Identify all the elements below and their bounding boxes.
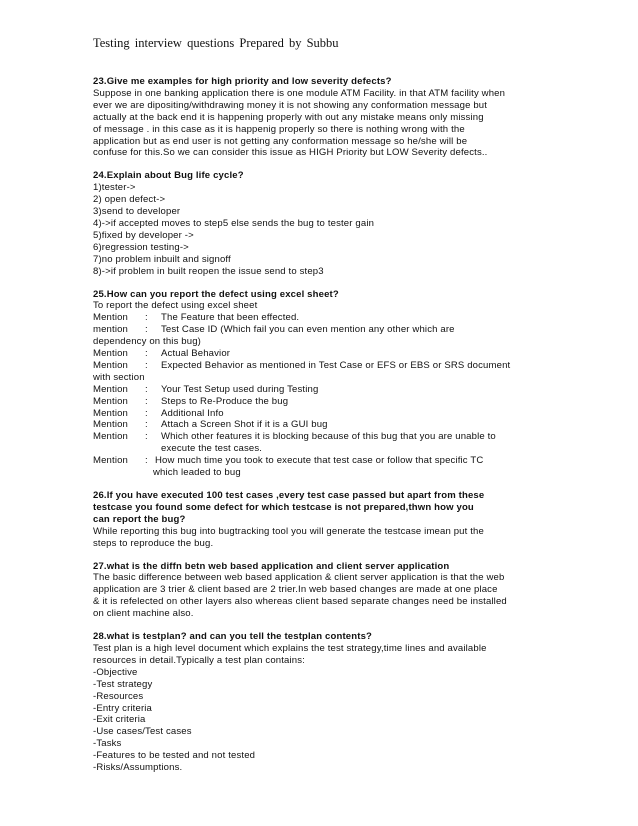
question-heading: 24.Explain about Bug life cycle?: [93, 170, 244, 182]
mention-label: mention: [93, 324, 129, 336]
page-header: Testing interview questions Prepared by Subbu: [93, 36, 339, 50]
mention-text: The Feature that been effected.: [161, 312, 300, 324]
section-q23: [93, 76, 553, 159]
mention-row: [93, 455, 553, 467]
list-item: 1)tester->: [93, 182, 136, 194]
mention-label: Mention: [93, 431, 129, 443]
list-item: -Tasks: [93, 738, 122, 750]
section-q24: [93, 170, 553, 277]
answer-line: While reporting this bug into bugtracking tool you will generate the testcase imean put the: [93, 525, 484, 537]
list-item: 7)no problem inbuilt and signoff: [93, 253, 231, 265]
mention-label: Mention: [93, 455, 129, 467]
section-q26: [93, 490, 553, 550]
answer-line: on client machine also.: [93, 608, 194, 620]
answer-line: actually at the back end it is happening properly with out any mistake means only missing: [93, 111, 484, 123]
list-item: 3)send to developer: [93, 206, 181, 218]
list-item: 6)regression testing->: [93, 241, 189, 253]
document-body: [93, 76, 553, 785]
mention-colon: :: [145, 431, 148, 443]
list-item: 4)->if accepted moves to step5 else sends the bug to tester gain: [93, 217, 375, 229]
question-heading-line: testcase you found some defect for which testcase is not prepared,thwn how you: [93, 501, 474, 513]
answer-line: Test plan is a high level document which explains the test strategy,time lines and available: [93, 642, 487, 654]
answer-line: Suppose in one banking application there is one module ATM Facility. in that ATM facility when: [93, 87, 506, 99]
answer-line: confuse for this.So we can consider this issue as HIGH Priority but LOW Severity defects..: [93, 147, 488, 159]
list-item: -Risks/Assumptions.: [93, 762, 183, 774]
answer-body: [93, 88, 553, 159]
answer-line: steps to reproduce the bug.: [93, 537, 214, 549]
mention-continuation: dependency on this bug): [93, 336, 202, 348]
mention-continuation: execute the test cases.: [161, 443, 263, 455]
question-heading: 28.what is testplan? and can you tell the testplan contents?: [93, 631, 373, 643]
mention-row: [93, 396, 553, 408]
list-item: 5)fixed by developer ->: [93, 229, 194, 241]
mention-label: Mention: [93, 359, 129, 371]
mention-text: Test Case ID (Which fail you can even mention any other which are: [161, 324, 455, 336]
answer-line: application but as end user is not getting any conformation message so he/she will be: [93, 135, 468, 147]
mention-row: [93, 348, 553, 360]
section-q27: [93, 561, 553, 621]
list-item: -Test strategy: [93, 678, 153, 690]
mention-colon: :: [145, 455, 148, 467]
answer-intro: To report the defect using excel sheet: [93, 300, 258, 312]
mention-row: [93, 324, 553, 336]
answer-list: [93, 182, 553, 277]
mention-label: Mention: [93, 419, 129, 431]
mention-text: Expected Behavior as mentioned in Test Case or EFS or EBS or SRS document: [161, 359, 511, 371]
mention-colon: :: [145, 419, 148, 431]
list-item: 8)->if problem in built reopen the issue send to step3: [93, 265, 324, 277]
mention-label: Mention: [93, 383, 129, 395]
mention-row: [93, 408, 553, 420]
mention-label: Mention: [93, 407, 129, 419]
mention-colon: :: [145, 383, 148, 395]
mention-row: [93, 312, 553, 324]
answer-line: ever we are dipositing/withdrawing money it is not showing any conformation message but: [93, 99, 488, 111]
mention-label: Mention: [93, 312, 129, 324]
mention-text: Actual Behavior: [161, 348, 231, 360]
mention-text: Additional Info: [161, 407, 224, 419]
mention-text: Attach a Screen Shot if it is a GUI bug: [161, 419, 328, 431]
mention-continuation: with section: [93, 371, 145, 383]
question-heading-line: can report the bug?: [93, 513, 186, 525]
answer-body: [93, 643, 553, 667]
answer-line: resources in detail.Typically a test plan contains:: [93, 654, 305, 666]
list-item: -Use cases/Test cases: [93, 726, 192, 738]
question-heading: 25.How can you report the defect using excel sheet?: [93, 288, 339, 300]
mention-text: How much time you took to execute that test case or follow that specific TC: [155, 455, 484, 467]
mention-row: [93, 431, 553, 443]
answer-line: application are 3 trier & client based are 2 trier.In web based changes are made at one place: [93, 584, 498, 596]
mention-continuation: which leaded to bug: [153, 467, 241, 479]
list-item: -Entry criteria: [93, 702, 153, 714]
mention-row: [93, 419, 553, 431]
section-q25: [93, 289, 553, 480]
answer-list: [93, 667, 553, 774]
mention-colon: :: [145, 348, 148, 360]
mention-text: Steps to Re-Produce the bug: [161, 395, 289, 407]
answer-body: [93, 526, 553, 550]
mention-list: [93, 312, 553, 479]
answer-line: of message . in this case as it is happenig properly so there is nothing wrong with the: [93, 123, 465, 135]
section-q28: [93, 631, 553, 774]
mention-text: Which other features it is blocking because of this bug that you are unable to: [161, 431, 496, 443]
answer-line: & it is refelected on other layers also whereas client based separate changes need be installed: [93, 596, 507, 608]
mention-row: [93, 384, 553, 396]
list-item: -Features to be tested and not tested: [93, 750, 256, 762]
mention-text: Your Test Setup used during Testing: [161, 383, 319, 395]
question-heading: 27.what is the diffn betn web based application and client server application: [93, 560, 450, 572]
mention-colon: :: [145, 312, 148, 324]
mention-colon: :: [145, 359, 148, 371]
list-item: -Resources: [93, 690, 144, 702]
question-heading: [93, 490, 553, 526]
mention-colon: :: [145, 395, 148, 407]
mention-label: Mention: [93, 395, 129, 407]
list-item: -Exit criteria: [93, 714, 146, 726]
list-item: -Objective: [93, 666, 138, 678]
mention-row: [93, 360, 553, 372]
question-heading-line: 26.If you have executed 100 test cases ,every test case passed but apart from these: [93, 490, 485, 501]
mention-label: Mention: [93, 348, 129, 360]
answer-line: The basic difference between web based application & client server application is that the web: [93, 572, 505, 584]
answer-body: [93, 572, 553, 620]
mention-colon: :: [145, 324, 148, 336]
list-item: 2) open defect->: [93, 194, 166, 206]
mention-colon: :: [145, 407, 148, 419]
question-heading: 23.Give me examples for high priority and low severity defects?: [93, 76, 392, 87]
